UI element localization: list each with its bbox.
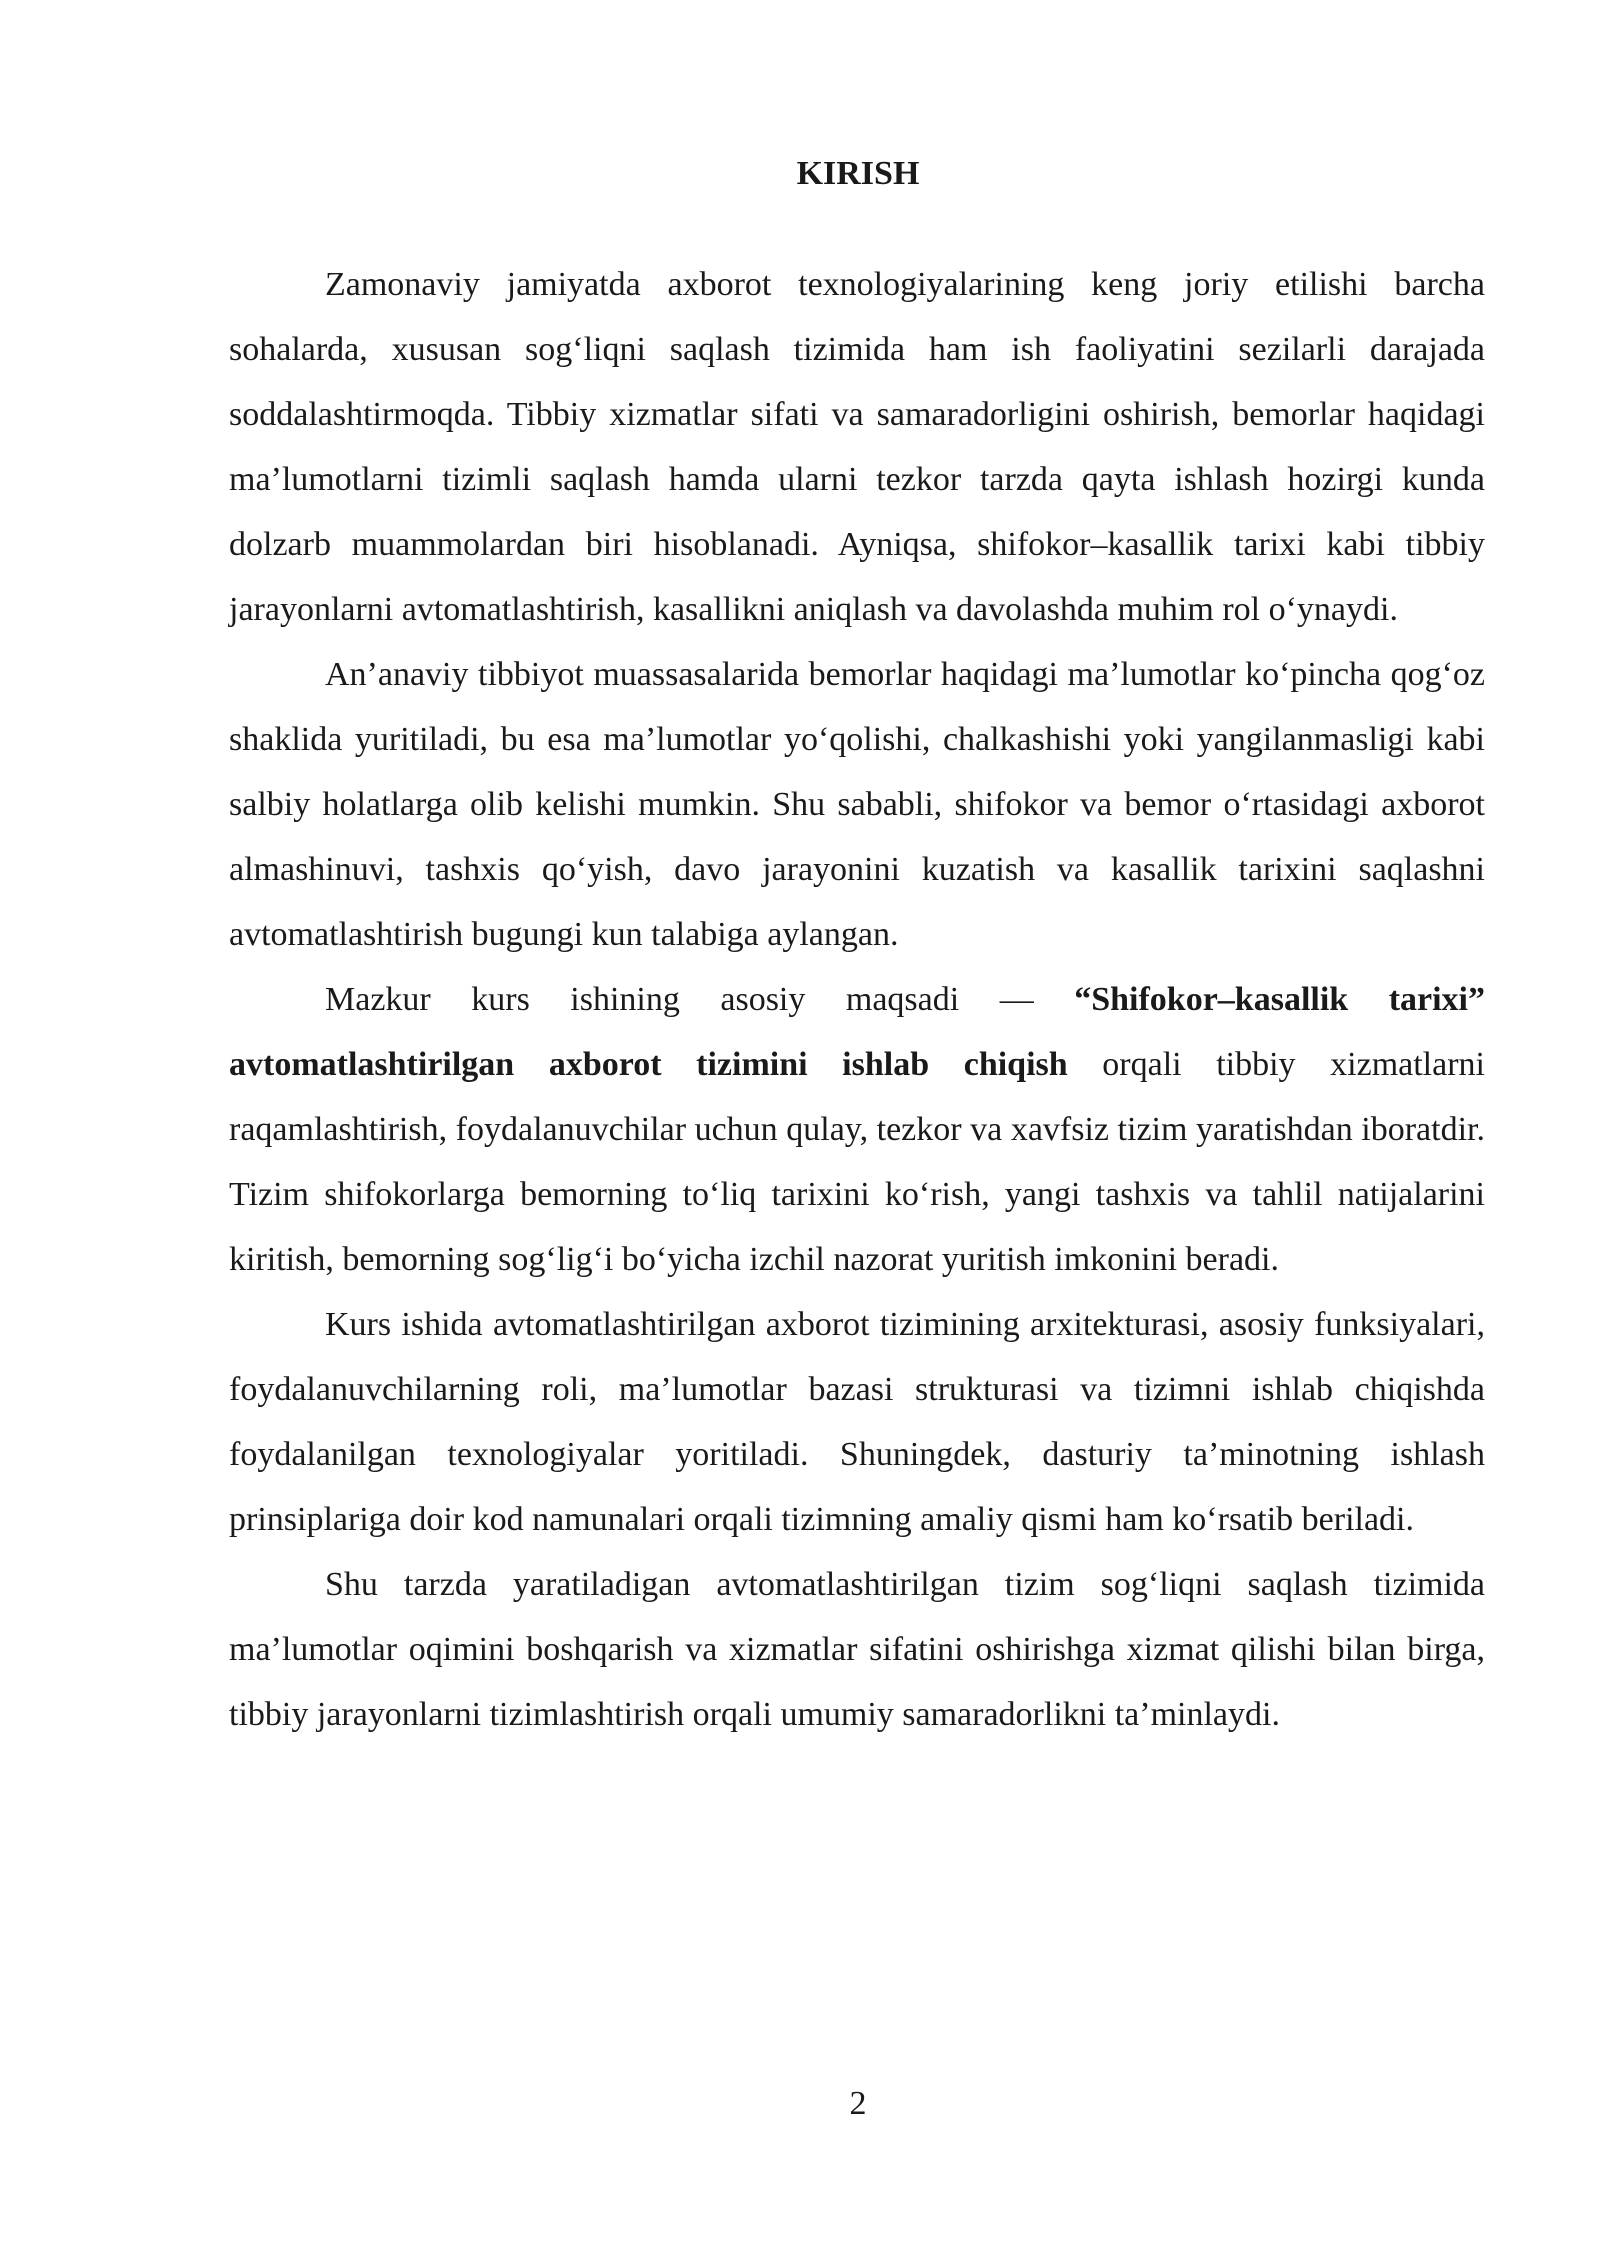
section-title: KIRISH — [796, 155, 920, 192]
paragraph-conclusion: Shu tarzda yaratiladigan avtomatlashtirilgan tizim sog‘liqni saqlash tizimida ma’lumotlar oqimini boshqarish va xizmatlar sifatini oshirishga xizmat qilishi bilan birga, tibbiy jarayonlarni tizimlashtirish orqali umumiy samaradorlikni ta’minlaydi. — [229, 1566, 1485, 1733]
paragraph-intro: Zamonaviy jamiyatda axborot texnologiyalarining keng joriy etilishi barcha sohalarda, xususan sog‘liqni saqlash tizimida ham ish faoliyatini sezilarli darajada soddalashtirmoqda. Tibbiy xizmatlar sifati va samaradorligini oshirish, bemorlar haqidagi ma’lumotlarni tizimli saqlash hamda ularni tezkor tarzda qayta ishlash hozirgi kunda dolzarb muammolardan biri hisoblanadi. Ayniqsa, shifokor–kasallik tarixi kabi tibbiy jarayonlarni avtomatlashtirish, kasallikni aniqlash va davolashda muhim rol o‘ynaydi. — [229, 266, 1485, 628]
page-number: 2 — [849, 2085, 867, 2122]
aim-text-bold: “Shifokor–kasallik tarixi” avtomatlashtirilgan axborot tizimini ishlab chiqish — [229, 981, 1486, 1083]
paragraph-contents: Kurs ishida avtomatlashtirilgan axborot tizimining arxitekturasi, asosiy funksiyalari, foydalanuvchilarning roli, ma’lumotlar bazasi strukturasi va tizimni ishlab chiqishda foydalanilgan texnologiyalar yoritiladi. Shuningdek, dasturiy ta’minotning ishlash prinsiplariga doir kod namunalari orqali tizimning amaliy qismi ham ko‘rsatib beriladi. — [229, 1306, 1485, 1538]
paragraph-traditional: An’anaviy tibbiyot muassasalarida bemorlar haqidagi ma’lumotlar ko‘pincha qog‘oz shaklida yuritiladi, bu esa ma’lumotlar yo‘qolishi, chalkashishi yoki yangilanmasligi kabi salbiy holatlarga olib kelishi mumkin. Shu sababli, shifokor va bemor o‘rtasidagi axborot almashinuvi, tashxis qo‘yish, davo jarayonini kuzatish va kasallik tarixini saqlashni avtomatlashtirish bugungi kun talabiga aylangan. — [229, 656, 1485, 953]
aim-text-before: Mazkur kurs ishining asosiy maqsadi — — [325, 981, 1075, 1018]
aim-text-after: orqali tibbiy xizmatlarni raqamlashtirish, foydalanuvchilar uchun qulay, tezkor va xavfsiz tizim yaratishdan iboratdir. Tizim shifokorlarga bemorning to‘liq tarixini ko‘rish, yangi tashxis va tahlil natijalarini kiritish, bemorning sog‘lig‘i bo‘yicha izchil nazorat yuritish imkonini beradi. — [229, 1046, 1485, 1278]
paragraph-aim — [229, 967, 1485, 1292]
body-text — [229, 252, 1485, 1747]
